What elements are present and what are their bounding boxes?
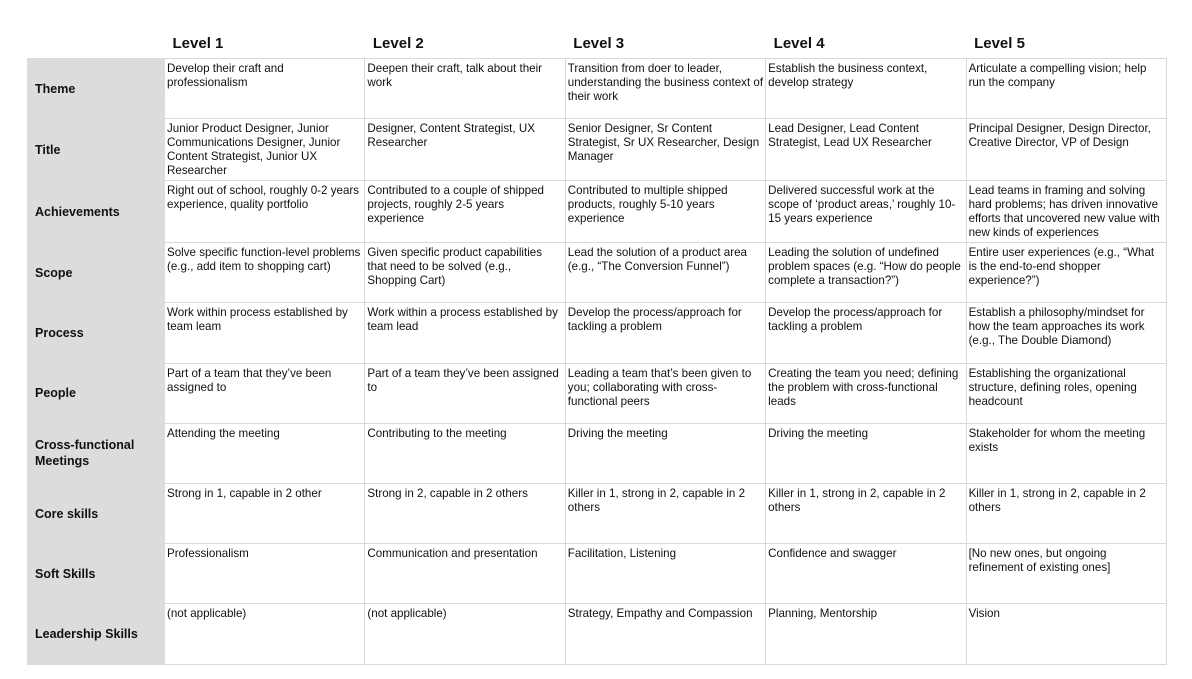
table-cell: Junior Product Designer, Junior Communications Designer, Junior Content Strategist, Junior UX Researcher [165, 119, 365, 181]
table-cell: Strong in 1, capable in 2 other [165, 483, 365, 543]
table-row [28, 363, 1167, 423]
row-label: Core skills [28, 483, 165, 543]
table-cell: Given specific product capabilities that need to be solved (e.g., Shopping Cart) [365, 243, 565, 303]
row-label: Soft Skills [28, 544, 165, 604]
table-cell: Contributing to the meeting [365, 423, 565, 483]
row-label: Title [28, 119, 165, 181]
table-cell: Right out of school, roughly 0-2 years experience, quality portfolio [165, 181, 365, 243]
row-label: Theme [28, 59, 165, 119]
table-cell: Part of a team they’ve been assigned to [365, 363, 565, 423]
level-header: Level 2 [365, 28, 565, 59]
table-cell: Deepen their craft, talk about their work [365, 59, 565, 119]
table-row [28, 604, 1167, 664]
table-cell: Work within a process established by team lead [365, 303, 565, 363]
career-levels-table [27, 28, 1167, 665]
table-cell: Senior Designer, Sr Content Strategist, Sr UX Researcher, Design Manager [565, 119, 765, 181]
table-cell: Contributed to multiple shipped products, roughly 5-10 years experience [565, 181, 765, 243]
table-cell: Planning, Mentorship [766, 604, 966, 664]
table-cell: Develop the process/approach for tackling a problem [565, 303, 765, 363]
table-cell: Vision [966, 604, 1166, 664]
table-cell: Transition from doer to leader, understanding the business context of their work [565, 59, 765, 119]
row-label: Leadership Skills [28, 604, 165, 664]
table-cell: Killer in 1, strong in 2, capable in 2 others [966, 483, 1166, 543]
table-cell: Communication and presentation [365, 544, 565, 604]
table-cell: Facilitation, Listening [565, 544, 765, 604]
row-label: Scope [28, 243, 165, 303]
table-cell: Lead Designer, Lead Content Strategist, Lead UX Researcher [766, 119, 966, 181]
table-cell: Establish the business context, develop strategy [766, 59, 966, 119]
table-cell: Killer in 1, strong in 2, capable in 2 others [565, 483, 765, 543]
table-cell: Develop their craft and professionalism [165, 59, 365, 119]
table-cell: Establish a philosophy/mindset for how the team approaches its work (e.g., The Double Diamond) [966, 303, 1166, 363]
table-cell: Confidence and swagger [766, 544, 966, 604]
table-row [28, 483, 1167, 543]
table-cell: Strategy, Empathy and Compassion [565, 604, 765, 664]
table-cell: (not applicable) [365, 604, 565, 664]
table-cell: Work within process established by team leam [165, 303, 365, 363]
corner-cell [28, 28, 165, 59]
level-header: Level 4 [766, 28, 966, 59]
row-label: Process [28, 303, 165, 363]
table-cell: Driving the meeting [766, 423, 966, 483]
table-cell: Lead teams in framing and solving hard problems; has driven innovative efforts that uncovered new value with new kinds of experiences [966, 181, 1166, 243]
row-label: People [28, 363, 165, 423]
table-cell: Contributed to a couple of shipped projects, roughly 2-5 years experience [365, 181, 565, 243]
table-body [28, 59, 1167, 665]
table-cell: Professionalism [165, 544, 365, 604]
table-row [28, 423, 1167, 483]
level-header: Level 5 [966, 28, 1166, 59]
table-row [28, 119, 1167, 181]
table-cell: Killer in 1, strong in 2, capable in 2 others [766, 483, 966, 543]
table-row [28, 303, 1167, 363]
table-cell: Strong in 2, capable in 2 others [365, 483, 565, 543]
row-label: Cross-functional Meetings [28, 423, 165, 483]
table-cell: Lead the solution of a product area (e.g., “The Conversion Funnel”) [565, 243, 765, 303]
table-row [28, 243, 1167, 303]
table-cell: Delivered successful work at the scope of ‘product areas,’ roughly 10-15 years experience [766, 181, 966, 243]
table-cell: Designer, Content Strategist, UX Researcher [365, 119, 565, 181]
table-cell: Leading a team that’s been given to you; collaborating with cross-functional peers [565, 363, 765, 423]
table-cell: Attending the meeting [165, 423, 365, 483]
table-row [28, 59, 1167, 119]
table-cell: Stakeholder for whom the meeting exists [966, 423, 1166, 483]
level-header: Level 1 [165, 28, 365, 59]
table-cell: Develop the process/approach for tackling a problem [766, 303, 966, 363]
table-cell: Driving the meeting [565, 423, 765, 483]
table-cell: [No new ones, but ongoing refinement of existing ones] [966, 544, 1166, 604]
table-row [28, 544, 1167, 604]
table-cell: Part of a team that they’ve been assigned to [165, 363, 365, 423]
table-cell: Establishing the organizational structure, defining roles, opening headcount [966, 363, 1166, 423]
table-cell: Leading the solution of undefined problem spaces (e.g. “How do people complete a transaction?”) [766, 243, 966, 303]
table-cell: Entire user experiences (e.g., “What is the end-to-end shopper experience?”) [966, 243, 1166, 303]
table-cell: Solve specific function-level problems (e.g., add item to shopping cart) [165, 243, 365, 303]
table-cell: Articulate a compelling vision; help run the company [966, 59, 1166, 119]
table-row [28, 181, 1167, 243]
header-row [28, 28, 1167, 59]
row-label: Achievements [28, 181, 165, 243]
level-header: Level 3 [565, 28, 765, 59]
table-cell: Principal Designer, Design Director, Creative Director, VP of Design [966, 119, 1166, 181]
table-cell: Creating the team you need; defining the problem with cross-functional leads [766, 363, 966, 423]
table-cell: (not applicable) [165, 604, 365, 664]
